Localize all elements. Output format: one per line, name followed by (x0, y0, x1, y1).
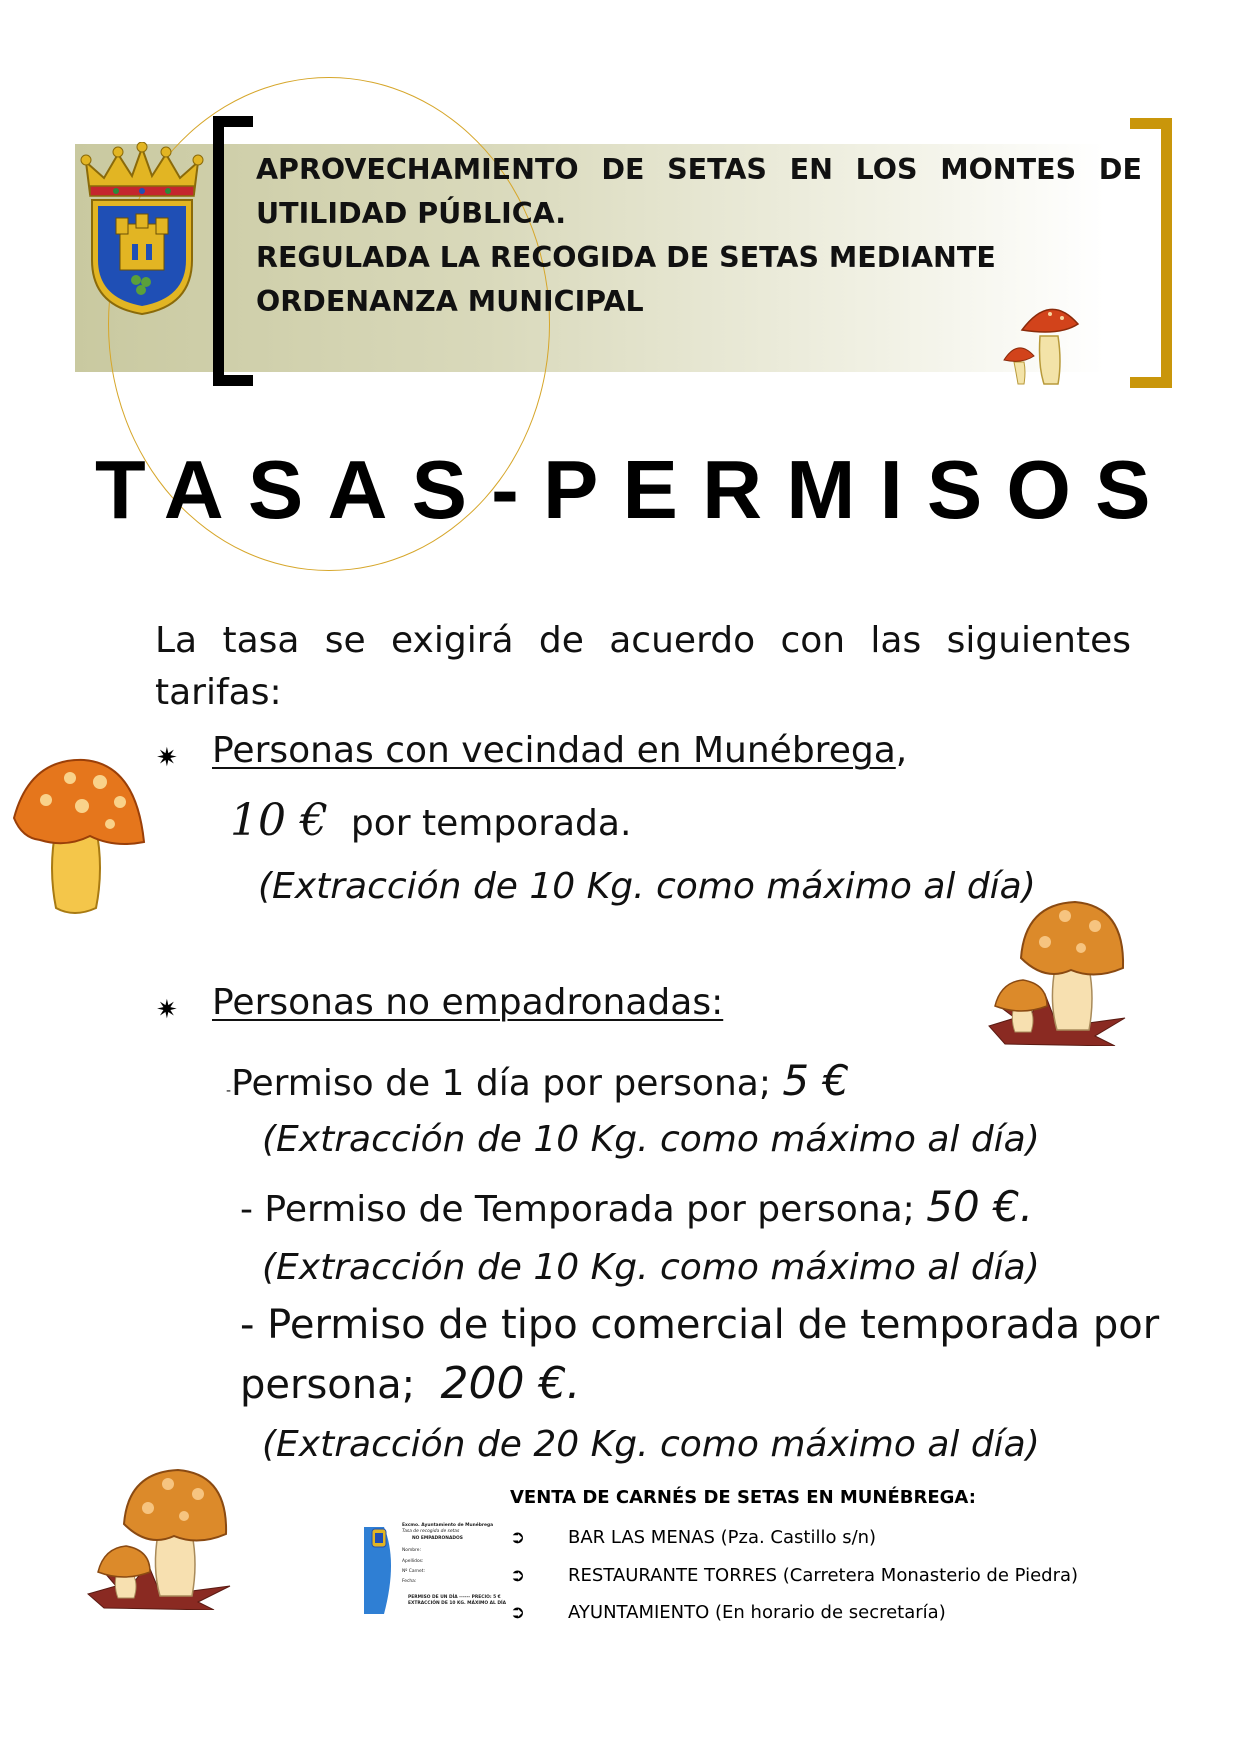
commercial-permit-line-1: - Permiso de tipo comercial de temporada por (240, 1302, 1160, 1348)
card-line: Tasa de recogida de setas (402, 1529, 460, 1534)
residents-price-line (230, 795, 631, 846)
day-permit-label: Permiso de 1 día por persona; (231, 1063, 771, 1104)
arrow-icon: ➲ (510, 1527, 526, 1547)
bullet-icon: ✷ (156, 742, 178, 772)
card-line: Excmo. Ayuntamiento de Munébrega (402, 1523, 494, 1528)
permit-card-image (364, 1521, 507, 1614)
arrow-icon: ➲ (510, 1565, 526, 1585)
non-residents-heading-text: Personas no empadronadas: (212, 982, 724, 1023)
card-field: Fecha: (402, 1579, 417, 1584)
card-footer: PERMISO DE UN DÍA ------ PRECIO: 5 € (408, 1595, 501, 1600)
mushroom-icon (86, 1468, 234, 1610)
bullet-icon: ✷ (156, 994, 178, 1024)
card-footer: EXTRACCIÓN DE 10 KG. MÁXIMO AL DÍA (408, 1601, 507, 1606)
card-field: Apellidos: (402, 1559, 424, 1564)
header-line-3: REGULADA LA RECOGIDA DE SETAS MEDIANTE (256, 241, 996, 274)
card-logo-icon (364, 1521, 400, 1614)
sales-point-item: BAR LAS MENAS (Pza. Castillo s/n) (568, 1527, 877, 1548)
header-word: EN (789, 153, 833, 186)
non-residents-heading (212, 982, 723, 1023)
commercial-permit-price: 200 €. (440, 1358, 581, 1409)
header-line-1 (256, 148, 1142, 192)
page-title: TASAS-PERMISOS (95, 443, 1175, 536)
header-word: DE (601, 153, 645, 186)
arrow-icon: ➲ (510, 1602, 526, 1622)
card-field: Nº Carnet: (402, 1569, 425, 1574)
day-permit-price: 5 € (782, 1056, 850, 1105)
season-permit-label: - Permiso de Temporada por persona; (240, 1189, 915, 1230)
header-word: SETAS (667, 153, 767, 186)
residents-price-suffix: por temporada. (350, 803, 632, 844)
residents-price: 10 € (230, 795, 328, 846)
commercial-permit-note: (Extracción de 20 Kg. como máximo al día) (262, 1424, 1040, 1465)
commercial-permit-line-2 (240, 1358, 581, 1409)
commercial-permit-label: persona; (240, 1362, 416, 1408)
season-permit-price: 50 €. (926, 1182, 1034, 1231)
mushroom-icon (10, 758, 148, 916)
header-line-4: ORDENANZA MUNICIPAL (256, 285, 644, 318)
header-word: LOS (855, 153, 918, 186)
header-line-2: UTILIDAD PÚBLICA. (256, 197, 567, 230)
day-permit-note: (Extracción de 10 Kg. como máximo al día) (262, 1119, 1040, 1160)
residents-heading-text: Personas con vecindad en Munébrega (212, 730, 896, 771)
mushroom-icon (985, 898, 1130, 1046)
residents-note: (Extracción de 10 Kg. como máximo al día) (258, 866, 1036, 907)
header-word: APROVECHAMIENTO (256, 153, 579, 186)
card-line: NO EMPADRONADOS (412, 1536, 463, 1541)
mushroom-icon (1000, 296, 1082, 391)
coat-of-arms-icon (76, 142, 208, 320)
dash-mark: - (226, 1083, 232, 1099)
header-word: MONTES (940, 153, 1077, 186)
intro-paragraph: La tasa se exigirá de acuerdo con las siguientes tarifas: (155, 620, 1131, 713)
card-field: Nombre: (402, 1548, 421, 1553)
header-word: DE (1098, 153, 1142, 186)
left-bracket (213, 116, 253, 386)
sales-heading: VENTA DE CARNÉS DE SETAS EN MUNÉBREGA: (510, 1487, 976, 1508)
heading-comma: , (895, 730, 908, 771)
season-permit-line (240, 1182, 1033, 1231)
season-permit-note: (Extracción de 10 Kg. como máximo al día) (262, 1247, 1040, 1288)
day-permit-line (226, 1056, 849, 1105)
sales-point-item: AYUNTAMIENTO (En horario de secretaría) (568, 1602, 946, 1623)
residents-heading (212, 730, 907, 771)
sales-point-item: RESTAURANTE TORRES (Carretera Monasterio de Piedra) (568, 1565, 1079, 1586)
